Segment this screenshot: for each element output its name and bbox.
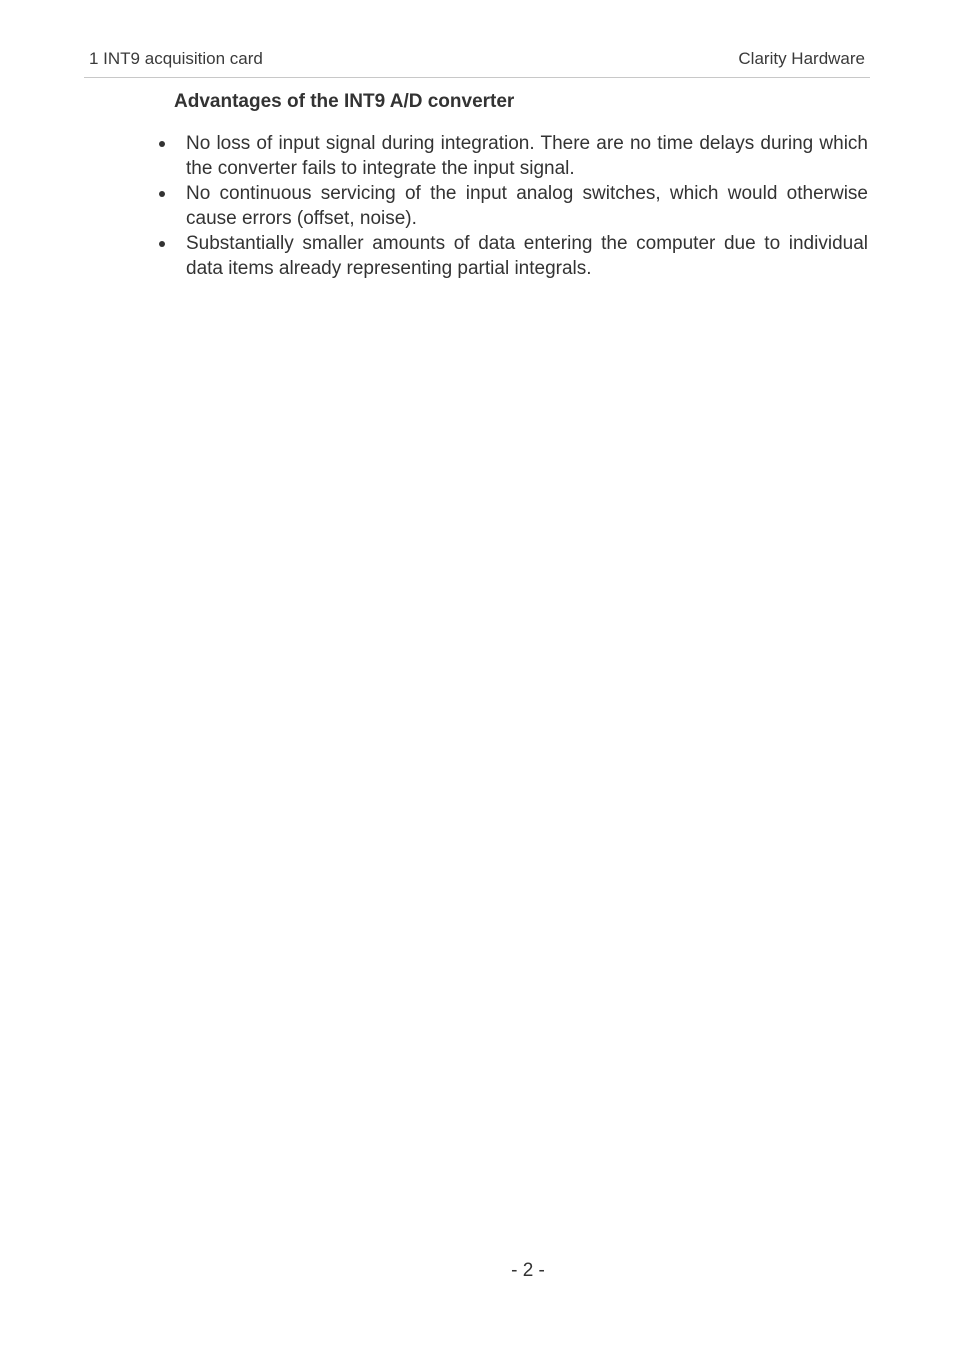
section-heading: Advantages of the INT9 A/D converter [174, 91, 515, 112]
bullet-icon [159, 241, 165, 247]
page-number: - 2 - [511, 1260, 545, 1281]
chapter-title: 1 INT9 acquisition card [89, 49, 263, 68]
list-item-text: No continuous servicing of the input analog switches, which would otherwise cause errors (offset, noise). [186, 183, 868, 229]
bullet-icon [159, 191, 165, 197]
list-item [156, 181, 868, 231]
page-header [84, 47, 870, 78]
document-title: Clarity Hardware [738, 49, 865, 68]
bullet-icon [159, 141, 165, 147]
list-item [156, 231, 868, 281]
list-item-text: Substantially smaller amounts of data entering the computer due to individual data items already representing partial integrals. [186, 233, 868, 279]
advantages-list [156, 131, 868, 281]
list-item [156, 131, 868, 181]
list-item-text: No loss of input signal during integration. There are no time delays during which the converter fails to integrate the input signal. [186, 133, 868, 179]
